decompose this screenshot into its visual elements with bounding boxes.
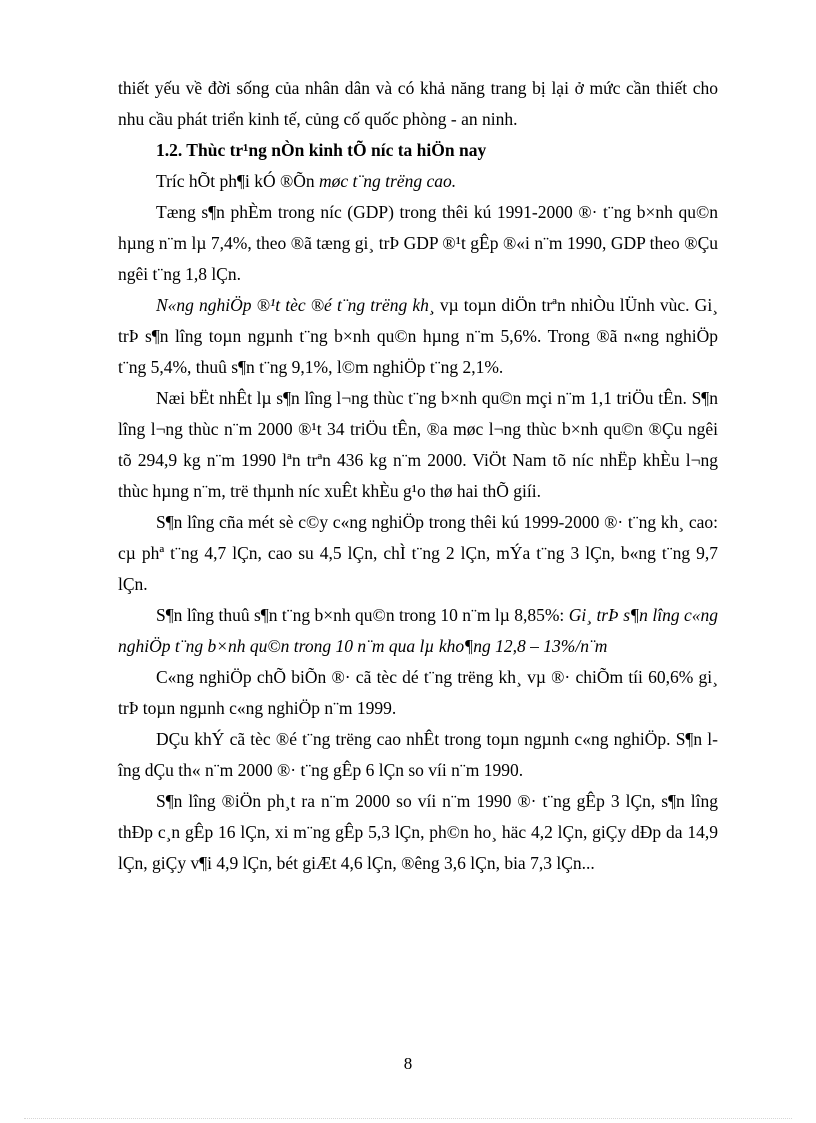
paragraph-intro: thiết yếu về đời sống của nhân dân và có khả năng trang bị lại ở mức cần thiết cho nhu cầu phát triển kinh tế, củng cố quốc phòng - an ninh. [118,78,718,129]
paragraph-processing-industry: C«ng nghiÖp chÕ biÕn ®· cã tèc dé t¨ng trëng kh¸ vµ ®· chiÕm tíi 60,6% gi¸ trÞ toµn ngµnh c«ng nghiÖp n¨m 1999. [118,667,718,718]
paragraph-fishery: S¶n lîng thuû s¶n t¨ng b×nh qu©n trong 10 n¨m lµ 8,85%: Gi¸ trÞ s¶n lîng c«ng nghiÖp t¨ng b×nh qu©n trong 10 n¨m qua lµ kho¶ng 12,8 – 13%/n¨m [118,605,718,656]
footer-divider [24,1118,792,1119]
paragraph-agriculture: N«ng nghiÖp ®¹t tèc ®é t¨ng trëng kh¸ vµ toµn diÖn trªn nhiÒu lÜnh vùc. Gi¸ trÞ s¶n lîng toµn ngµnh t¨ng b×nh qu©n hµng n¨m 5,6%. Trong ®ã n«ng nghiÖp t¨ng 5,4%, thuû s¶n t¨ng 9,1%, l©m nghiÖp t¨ng 2,1%. [118,295,719,377]
page-number: 8 [403,1054,413,1073]
paragraph-industrial-crops: S¶n lîng cña mét sè c©y c«ng nghiÖp trong thêi kú 1999-2000 ®· t¨ng kh¸ cao: cµ phª t¨ng 4,7 lÇn, cao su 4,5 lÇn, chÌ t¨ng 2 lÇn, mÝa t¨ng 3 lÇn, b«ng t¨ng 9,7 lÇn. [118,512,718,594]
paragraph-growth: Tríc hÕt ph¶i kÓ ®Õn møc t¨ng trëng cao. [156,171,457,191]
paragraph-food-output: Næi bËt nhÊt lµ s¶n lîng l¬ng thùc t¨ng b×nh qu©n mçi n¨m 1,1 triÖu tÊn. S¶n lîng l¬ng thùc n¨m 2000 ®¹t 34 triÖu tÊn, ®a møc l¬ng thùc b×nh qu©n ®Çu ngêi tõ 294,9 kg n¨m 1990 lªn trªn 436 kg n¨m 2000. ViÖt Nam tõ níc nhËp khÈu l¬ng thùc hµng n¨m, trë thµnh níc xuÊt khÈu g¹o thø hai thÕ giíi. [118,388,718,501]
paragraph-oil-gas: DÇu khÝ cã tèc ®é t¨ng trëng cao nhÊt trong toµn ngµnh c«ng nghiÖp. S¶n lîng dÇu th« n¨m 2000 ®· t¨ng gÊp 6 lÇn so víi n¨m 1990. [118,729,718,780]
document-body [118,73,718,879]
section-heading: 1.2. Thùc tr¹ng nÒn kinh tÕ níc ta hiÖn nay [156,140,487,160]
paragraph-gdp: Tæng s¶n phÈm trong níc (GDP) trong thêi kú 1991-2000 ®· t¨ng b×nh qu©n hµng n¨m lµ 7,4%, theo ®ã tæng gi¸ trÞ GDP ®¹t gÊp ®«i n¨m 1990, GDP theo ®Çu ngêi t¨ng 1,8 lÇn. [118,202,718,284]
paragraph-electricity: S¶n lîng ®iÖn ph¸t ra n¨m 2000 so víi n¨m 1990 ®· t¨ng gÊp 3 lÇn, s¶n lîng thÐp c¸n gÊp 16 lÇn, xi m¨ng gÊp 5,3 lÇn, ph©n ho¸ häc 4,2 lÇn, giÇy dÐp da 14,9 lÇn, giÇy v¶i 4,9 lÇn, bét giÆt 4,6 lÇn, ®êng 3,6 lÇn, bia 7,3 lÇn... [118,791,718,873]
